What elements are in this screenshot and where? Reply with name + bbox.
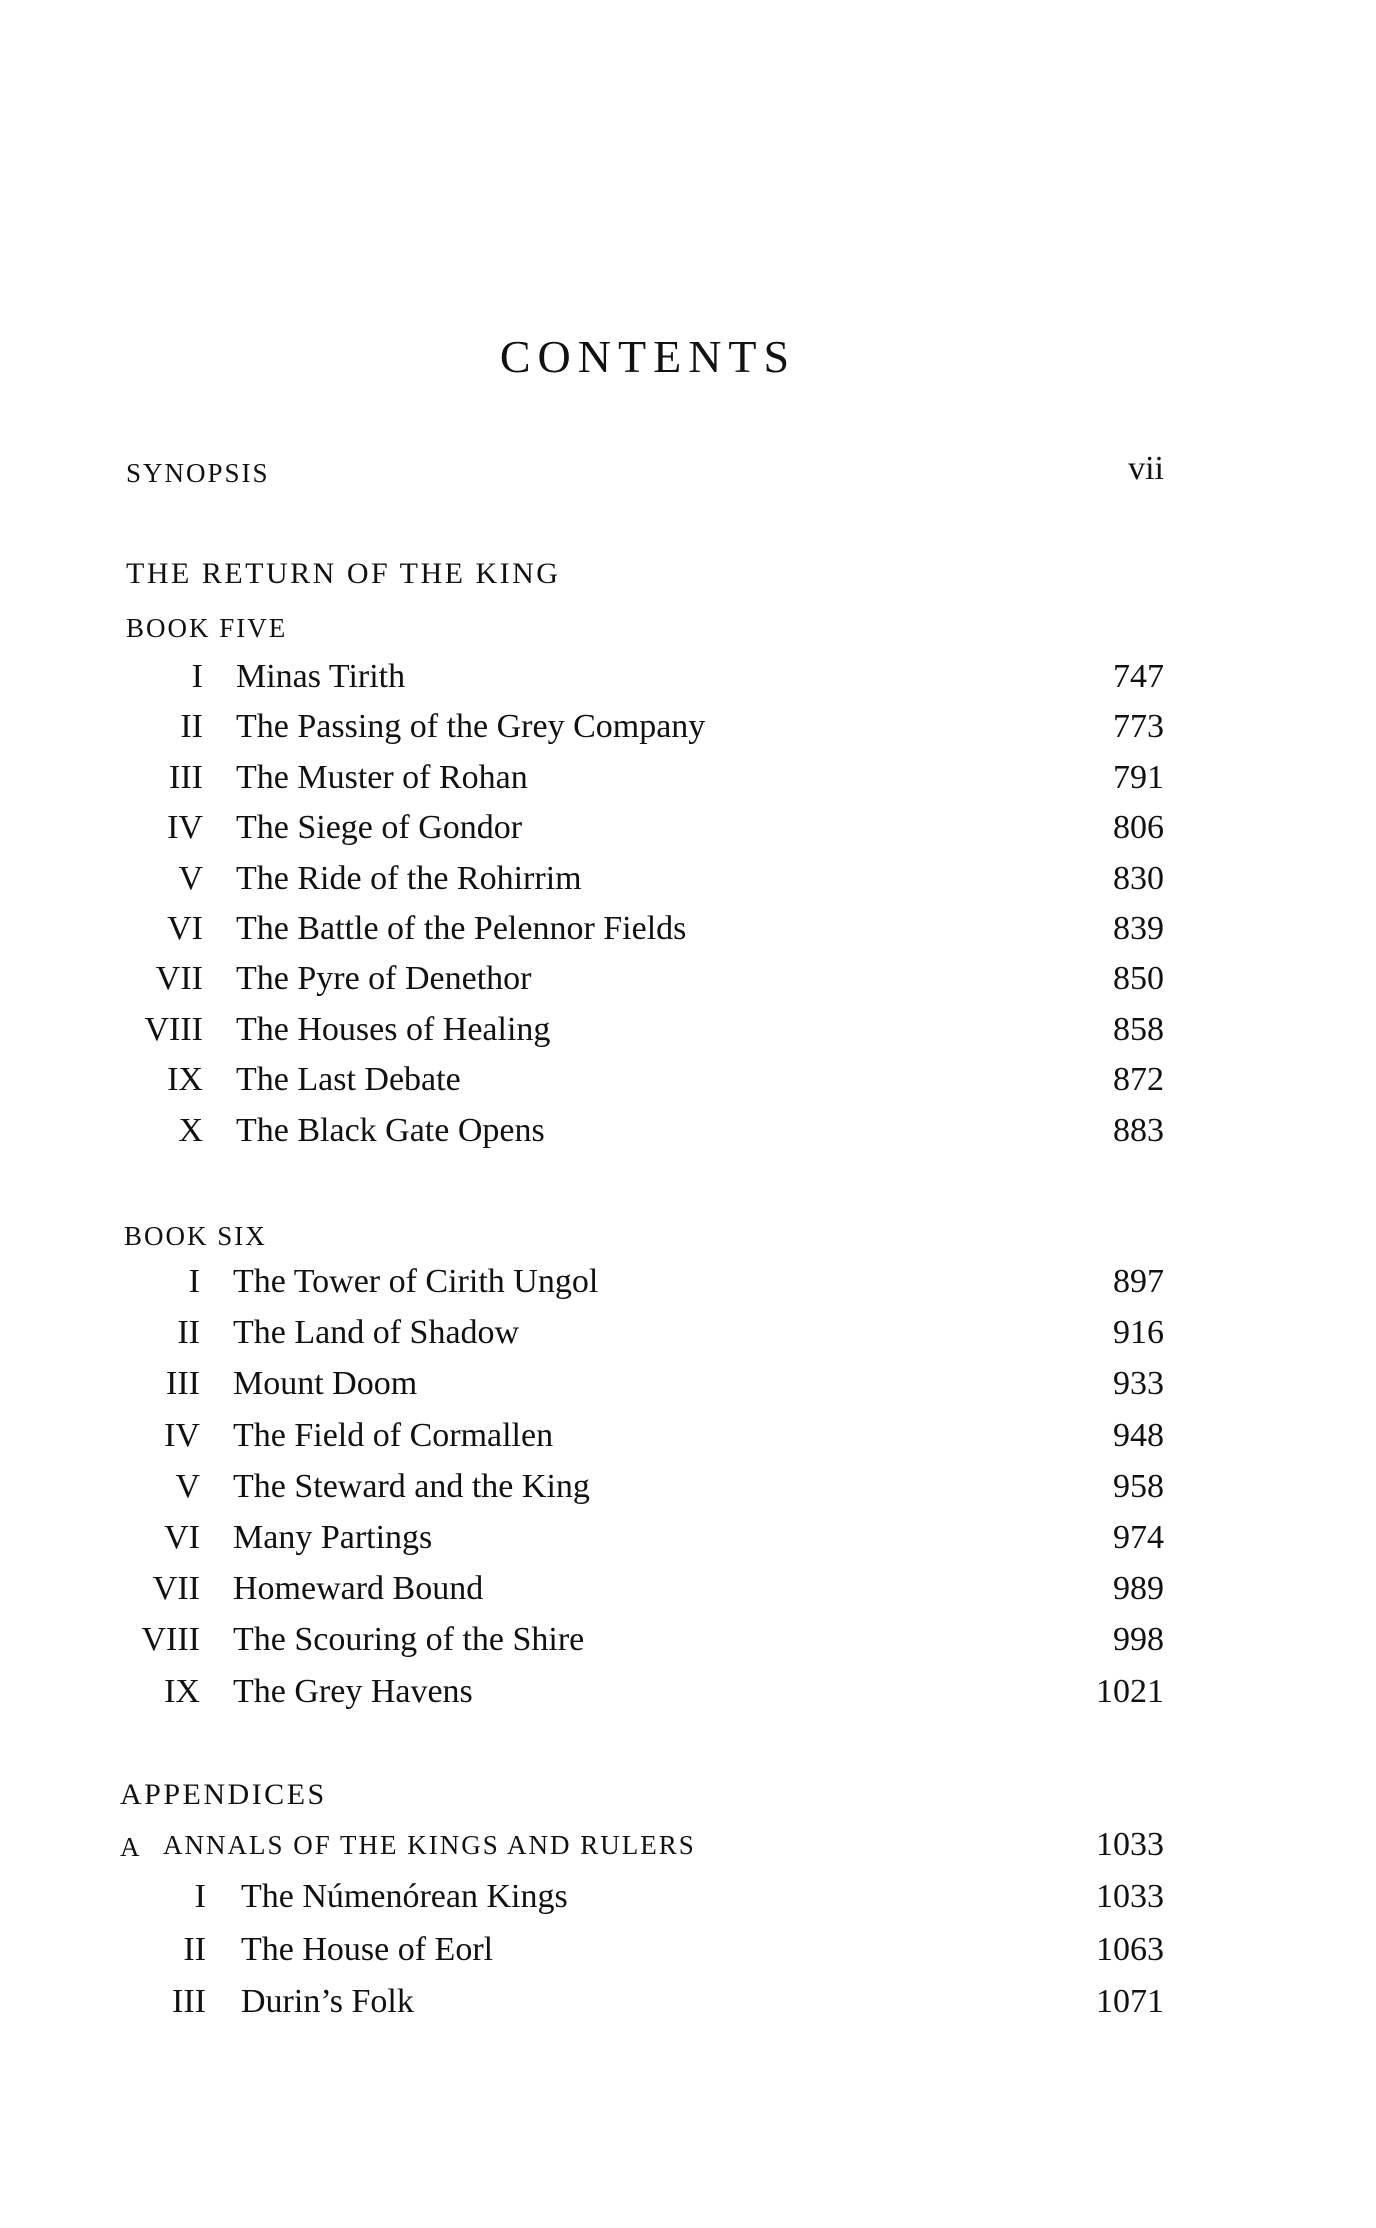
- book-six-chapter-row: [0, 1365, 1376, 1409]
- page-number: 872: [1113, 1061, 1164, 1099]
- chapter-title: The Black Gate Opens: [236, 1111, 545, 1149]
- book-six-heading: BOOK SIX: [124, 1221, 267, 1251]
- chapter-number: III: [169, 758, 203, 796]
- chapter-title: The Tower of Cirith Ungol: [233, 1263, 599, 1300]
- chapter-number: I: [188, 1263, 200, 1300]
- page-number: 989: [1113, 1570, 1164, 1608]
- appendix-a-page: 1033: [1096, 1826, 1164, 1863]
- synopsis-page: vii: [1128, 450, 1164, 487]
- page-number: 916: [1113, 1314, 1164, 1352]
- book-six-chapter-row: [0, 1263, 1376, 1307]
- chapter-number: VII: [152, 1570, 200, 1608]
- book-six-chapter-row: [0, 1519, 1376, 1563]
- page-number: 974: [1113, 1519, 1164, 1556]
- chapter-number: X: [178, 1111, 203, 1149]
- chapter-number: I: [194, 1878, 206, 1915]
- chapter-number: IX: [167, 1061, 203, 1099]
- page-number: 897: [1113, 1263, 1164, 1300]
- appendix-a-letter: A: [120, 1832, 142, 1862]
- chapter-title: The Land of Shadow: [233, 1314, 520, 1352]
- appendix-item-row: [0, 1931, 1376, 1975]
- chapter-title: The Last Debate: [236, 1061, 461, 1099]
- page-number: 773: [1113, 708, 1164, 746]
- page-number: 858: [1113, 1010, 1164, 1048]
- page-number: 850: [1113, 960, 1164, 998]
- appendix-item-row: [0, 1878, 1376, 1922]
- chapter-number: VI: [164, 1519, 200, 1556]
- page-number: 883: [1113, 1111, 1164, 1149]
- chapter-title: Homeward Bound: [233, 1570, 484, 1608]
- chapter-number: II: [180, 708, 203, 746]
- chapter-title: The Steward and the King: [233, 1467, 590, 1505]
- chapter-number: II: [183, 1930, 206, 1968]
- book-five-chapter-row: [0, 910, 1376, 954]
- chapter-number: III: [172, 1983, 206, 2020]
- page-number: 948: [1113, 1416, 1164, 1454]
- chapter-title: The Siege of Gondor: [236, 809, 523, 847]
- chapter-number: IX: [164, 1672, 200, 1710]
- chapter-title: Mount Doom: [233, 1365, 418, 1403]
- chapter-title: The Númenórean Kings: [241, 1878, 568, 1915]
- book-five-chapter-row: [0, 860, 1376, 904]
- synopsis-label: SYNOPSIS: [126, 458, 270, 488]
- chapter-title: The Battle of the Pelennor Fields: [236, 910, 687, 947]
- chapter-number: V: [178, 859, 203, 897]
- page-number: 806: [1113, 809, 1164, 847]
- page-number: 747: [1113, 658, 1164, 695]
- chapter-number: I: [191, 658, 203, 695]
- book-five-chapter-row: [0, 809, 1376, 853]
- chapter-number: II: [177, 1314, 200, 1352]
- chapter-title: The House of Eorl: [241, 1930, 494, 1968]
- book-five-chapter-row: [0, 658, 1376, 702]
- appendix-a-title: ANNALS OF THE KINGS AND RULERS: [163, 1830, 696, 1860]
- chapter-title: Many Partings: [233, 1519, 433, 1556]
- chapter-number: VI: [167, 910, 203, 947]
- page-number: 1071: [1096, 1983, 1164, 2020]
- chapter-title: The Pyre of Denethor: [236, 960, 532, 998]
- book-five-chapter-row: [0, 1112, 1376, 1156]
- chapter-title: The Houses of Healing: [236, 1010, 551, 1048]
- book-six-chapter-row: [0, 1673, 1376, 1717]
- book-five-heading: BOOK FIVE: [126, 613, 288, 643]
- chapter-number: III: [166, 1365, 200, 1403]
- chapter-number: V: [175, 1467, 200, 1505]
- book-five-chapter-row: [0, 708, 1376, 752]
- chapter-number: VII: [155, 960, 203, 998]
- appendix-item-row: [0, 1983, 1376, 2027]
- book-five-chapter-row: [0, 1061, 1376, 1105]
- chapter-title: The Scouring of the Shire: [233, 1621, 585, 1659]
- page-number: 791: [1113, 758, 1164, 796]
- page-number: 830: [1113, 859, 1164, 897]
- book-five-chapter-row: [0, 960, 1376, 1004]
- page-title: CONTENTS: [499, 331, 797, 382]
- page-number: 1063: [1096, 1930, 1164, 1968]
- page-number: 1033: [1096, 1878, 1164, 1915]
- chapter-title: The Ride of the Rohirrim: [236, 859, 582, 897]
- chapter-title: The Field of Cormallen: [233, 1416, 554, 1454]
- part-title: THE RETURN OF THE KING: [126, 557, 561, 590]
- chapter-number: IV: [167, 809, 203, 847]
- appendices-heading: APPENDICES: [120, 1778, 327, 1811]
- page-number: 1021: [1096, 1672, 1164, 1710]
- page-number: 839: [1113, 910, 1164, 947]
- book-six-chapter-row: [0, 1468, 1376, 1512]
- chapter-number: VIII: [141, 1621, 200, 1659]
- book-five-chapter-row: [0, 759, 1376, 803]
- chapter-title: The Grey Havens: [233, 1672, 473, 1710]
- page-number: 998: [1113, 1621, 1164, 1659]
- book-six-chapter-row: [0, 1314, 1376, 1358]
- book-five-chapter-row: [0, 1011, 1376, 1055]
- chapter-number: VIII: [144, 1010, 203, 1048]
- book-six-chapter-row: [0, 1621, 1376, 1665]
- page-number: 958: [1113, 1467, 1164, 1505]
- chapter-title: The Muster of Rohan: [236, 758, 528, 796]
- book-six-chapter-row: [0, 1570, 1376, 1614]
- chapter-title: Durin’s Folk: [241, 1983, 414, 2020]
- chapter-title: The Passing of the Grey Company: [236, 708, 706, 746]
- chapter-title: Minas Tirith: [236, 658, 406, 695]
- page-number: 933: [1113, 1365, 1164, 1403]
- chapter-number: IV: [164, 1416, 200, 1454]
- book-six-chapter-row: [0, 1417, 1376, 1461]
